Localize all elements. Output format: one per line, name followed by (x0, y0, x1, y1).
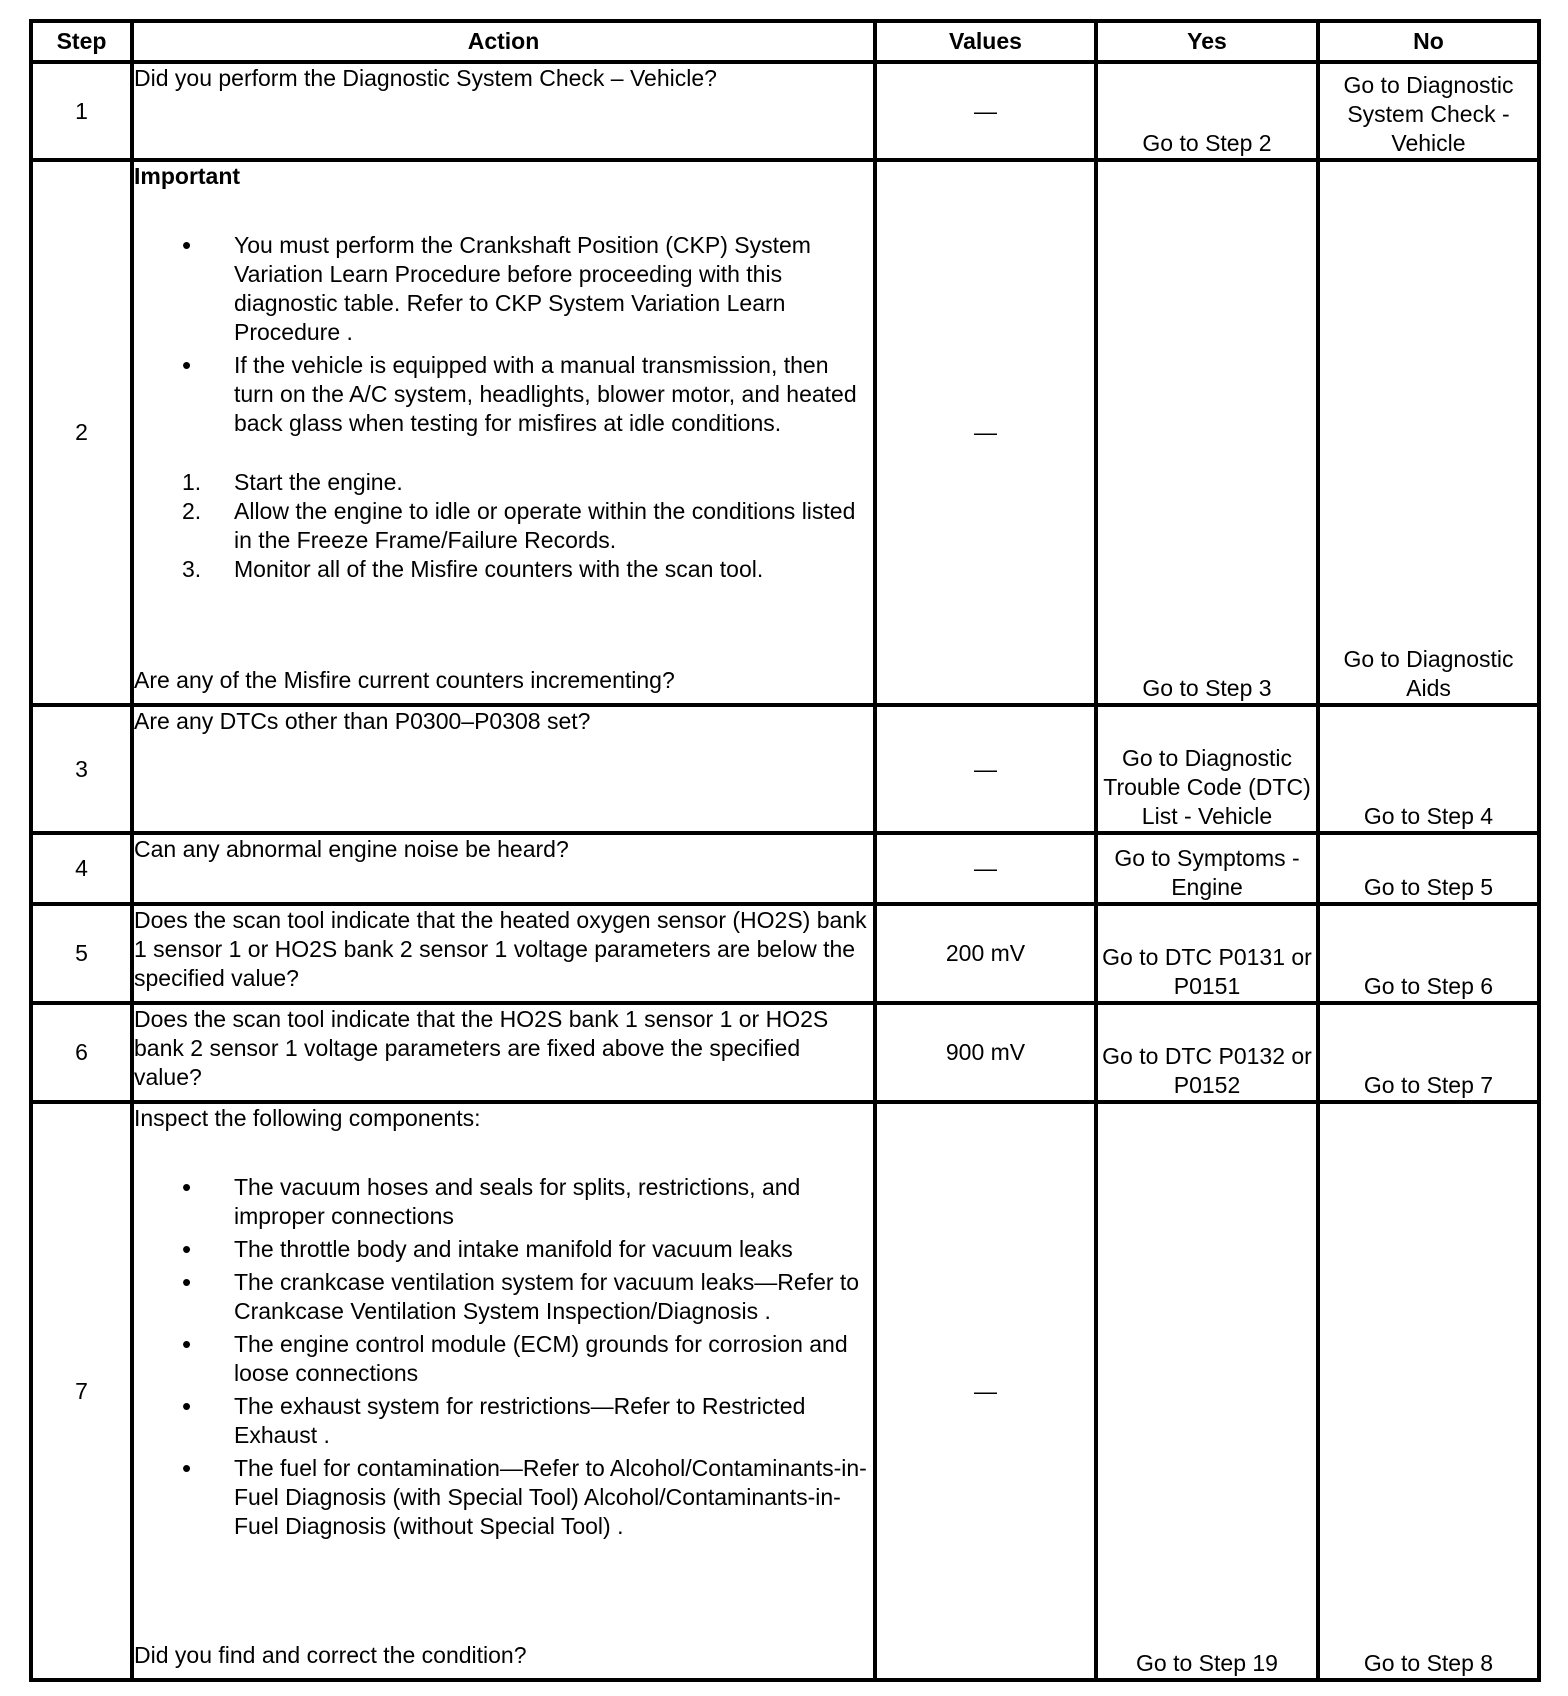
list-item: • The crankcase ventilation system for vacuum leaks—Refer to Crankcase Ventilation System Inspection/Diagnosis . (134, 1268, 873, 1326)
step-number: 6 (31, 1003, 132, 1102)
no-cell: Go to Diagnostic System Check - Vehicle (1318, 62, 1539, 160)
step-number: 5 (31, 904, 132, 1003)
action-cell (132, 833, 875, 904)
no-cell: Go to Step 4 (1318, 705, 1539, 833)
step-number: 4 (31, 833, 132, 904)
header-action: Action (132, 21, 875, 62)
action-cell (132, 62, 875, 160)
no-cell: Go to Step 5 (1318, 833, 1539, 904)
list-item (134, 468, 873, 497)
list-text: Start the engine. (234, 469, 403, 495)
action-question: Does the scan tool indicate that the HO2S bank 1 sensor 1 or HO2S bank 2 sensor 1 voltage parameters are fixed above the specified value? (134, 1006, 829, 1090)
list-number: 1. (182, 469, 202, 495)
action-cell (132, 1003, 875, 1102)
step-number: 7 (31, 1102, 132, 1680)
list-number: 2. (182, 498, 202, 524)
header-row (31, 21, 1539, 62)
yes-cell: Go to Step 3 (1096, 160, 1318, 705)
yes-cell: Go to Diagnostic Trouble Code (DTC) List - Vehicle (1096, 705, 1318, 833)
header-values: Values (875, 21, 1096, 62)
table-row (31, 1003, 1539, 1102)
list-item: • The exhaust system for restrictions—Refer to Restricted Exhaust . (134, 1392, 873, 1450)
list-item: • You must perform the Crankshaft Position (CKP) System Variation Learn Procedure before proceeding with this diagnostic table. Refer to CKP System Variation Learn Procedure . (134, 231, 873, 347)
yes-cell: Go to Step 2 (1096, 62, 1318, 160)
list-text: Allow the engine to idle or operate within the conditions listed in the Freeze Frame/Failure Records. (234, 498, 856, 553)
table-row (31, 833, 1539, 904)
values-cell: 200 mV (875, 904, 1096, 1003)
step-number: 3 (31, 705, 132, 833)
bullet-list (134, 231, 873, 438)
table-row (31, 160, 1539, 705)
no-cell: Go to Step 7 (1318, 1003, 1539, 1102)
action-question: Are any DTCs other than P0300–P0308 set? (134, 708, 591, 734)
list-text: Monitor all of the Misfire counters with the scan tool. (234, 556, 764, 582)
diagnostic-table (29, 19, 1541, 1682)
header-step: Step (31, 21, 132, 62)
values-cell: — (875, 705, 1096, 833)
table-row (31, 62, 1539, 160)
list-number: 3. (182, 556, 202, 582)
values-cell: — (875, 160, 1096, 705)
step-number: 2 (31, 160, 132, 705)
values-cell: — (875, 62, 1096, 160)
action-cell (132, 1102, 875, 1680)
list-item: • The engine control module (ECM) grounds for corrosion and loose connections (134, 1330, 873, 1388)
table-row (31, 904, 1539, 1003)
header-yes: Yes (1096, 21, 1318, 62)
list-item (134, 555, 873, 584)
action-question: Can any abnormal engine noise be heard? (134, 836, 569, 862)
action-question: Did you find and correct the condition? (134, 1642, 527, 1668)
no-cell: Go to Step 6 (1318, 904, 1539, 1003)
values-cell: — (875, 833, 1096, 904)
action-question: Did you perform the Diagnostic System Check – Vehicle? (134, 65, 717, 91)
important-label: Important (134, 163, 241, 189)
no-cell: Go to Diagnostic Aids (1318, 160, 1539, 705)
table-row (31, 705, 1539, 833)
action-intro: Inspect the following components: (134, 1105, 481, 1131)
table-row (31, 1102, 1539, 1680)
yes-cell: Go to Symptoms - Engine (1096, 833, 1318, 904)
yes-cell: Go to DTC P0131 or P0151 (1096, 904, 1318, 1003)
values-cell: — (875, 1102, 1096, 1680)
action-question: Does the scan tool indicate that the heated oxygen sensor (HO2S) bank 1 sensor 1 or HO2S bank 2 sensor 1 voltage parameters are below the specified value? (134, 907, 867, 991)
action-cell (132, 705, 875, 833)
step-number: 1 (31, 62, 132, 160)
numbered-list (134, 468, 873, 584)
list-item: • If the vehicle is equipped with a manual transmission, then turn on the A/C system, headlights, blower motor, and heated back glass when testing for misfires at idle conditions. (134, 351, 873, 438)
header-no: No (1318, 21, 1539, 62)
no-cell: Go to Step 8 (1318, 1102, 1539, 1680)
values-cell: 900 mV (875, 1003, 1096, 1102)
list-item: • The fuel for contamination—Refer to Alcohol/Contaminants-in-Fuel Diagnosis (with Special Tool) Alcohol/Contaminants-in-Fuel Diagnosis (without Special Tool) . (134, 1454, 873, 1541)
list-item (134, 497, 873, 555)
action-question: Are any of the Misfire current counters incrementing? (134, 667, 675, 693)
action-cell (132, 160, 875, 705)
list-item: • The throttle body and intake manifold for vacuum leaks (134, 1235, 873, 1264)
yes-cell: Go to DTC P0132 or P0152 (1096, 1003, 1318, 1102)
bullet-list (134, 1173, 873, 1541)
list-item: • The vacuum hoses and seals for splits, restrictions, and improper connections (134, 1173, 873, 1231)
action-cell (132, 904, 875, 1003)
yes-cell: Go to Step 19 (1096, 1102, 1318, 1680)
